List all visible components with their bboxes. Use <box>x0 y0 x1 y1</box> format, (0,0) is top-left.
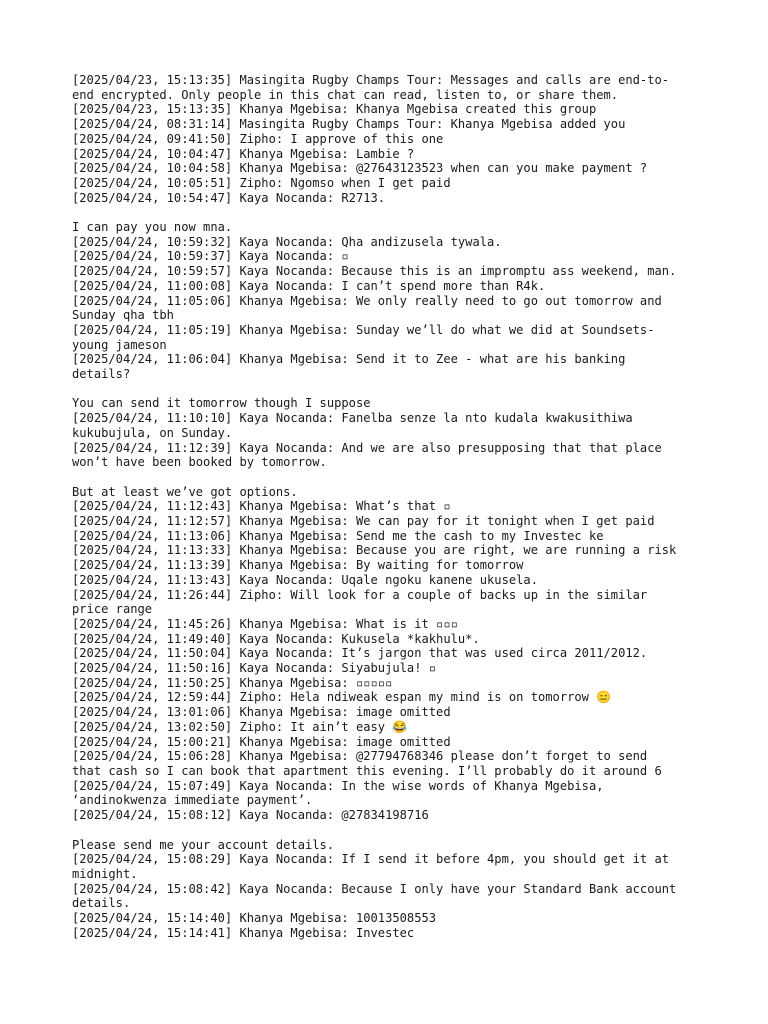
chat-log-line: [2025/04/24, 11:12:39] Kaya Nocanda: And we are also presupposing that that place won’t have been booked by tomorrow. <box>72 440 662 470</box>
chat-log-line: [2025/04/24, 08:31:14] Masingita Rugby Champs Tour: Khanya Mgebisa added you <box>72 117 626 132</box>
chat-log-line: [2025/04/24, 11:50:16] Kaya Nocanda: Siyabujula! ▫ <box>72 661 437 676</box>
chat-log-line: But at least we’ve got options. <box>72 484 298 499</box>
chat-log-line: [2025/04/24, 11:06:04] Khanya Mgebisa: Send it to Zee - what are his banking details? <box>72 352 626 382</box>
chat-log-line: [2025/04/24, 15:08:29] Kaya Nocanda: If I send it before 4pm, you should get it at midnight. <box>72 852 670 881</box>
chat-log-line: [2025/04/23, 15:13:35] Masingita Rugby Champs Tour: Messages and calls are end-to- end encrypted. Only people in this chat can read, listen to, or share them. <box>72 73 670 102</box>
chat-log-line: [2025/04/24, 10:59:37] Kaya Nocanda: ▫ <box>72 249 349 264</box>
chat-log-line: [2025/04/24, 15:00:21] Khanya Mgebisa: image omitted <box>72 734 451 749</box>
chat-log-line: [2025/04/24, 13:02:50] Zipho: It ain’t easy 😂 <box>72 719 408 734</box>
chat-log-line: [2025/04/24, 15:07:49] Kaya Nocanda: In the wise words of Khanya Mgebisa, ‘andinokwenza immediate payment’. <box>72 778 604 808</box>
chat-log-line: [2025/04/24, 10:59:32] Kaya Nocanda: Qha andizusela tywala. <box>72 234 502 249</box>
chat-log-line: Please send me your account details. <box>72 837 335 852</box>
chat-log-line <box>72 823 732 838</box>
chat-log-line: [2025/04/24, 11:13:39] Khanya Mgebisa: By waiting for tomorrow <box>72 558 524 573</box>
chat-export-log <box>72 73 732 940</box>
chat-log-line: [2025/04/24, 11:50:25] Khanya Mgebisa: ▫▫▫▫▫ <box>72 675 393 690</box>
chat-log-line: [2025/04/24, 15:14:40] Khanya Mgebisa: 10013508553 <box>72 911 437 926</box>
chat-log-line: [2025/04/24, 10:04:47] Khanya Mgebisa: Lambie ? <box>72 146 415 161</box>
chat-log-line: [2025/04/24, 09:41:50] Zipho: I approve of this one <box>72 131 444 146</box>
chat-log-line: [2025/04/24, 10:54:47] Kaya Nocanda: R2713. <box>72 190 386 205</box>
chat-log-line: [2025/04/24, 11:12:43] Khanya Mgebisa: What’s that ▫ <box>72 499 451 514</box>
chat-log-line <box>72 205 732 220</box>
chat-log-line: [2025/04/24, 13:01:06] Khanya Mgebisa: image omitted <box>72 705 451 720</box>
chat-log-line: I can pay you now mna. <box>72 220 233 235</box>
chat-log-line: [2025/04/23, 15:13:35] Khanya Mgebisa: Khanya Mgebisa created this group <box>72 102 597 117</box>
chat-log-line: [2025/04/24, 11:45:26] Khanya Mgebisa: What is it ▫▫▫ <box>72 616 458 631</box>
chat-log-line: [2025/04/24, 11:05:06] Khanya Mgebisa: We only really need to go out tomorrow and Sunday qha tbh <box>72 293 662 323</box>
chat-log-line <box>72 382 732 397</box>
chat-log-line: [2025/04/24, 11:13:06] Khanya Mgebisa: Send me the cash to my Investec ke <box>72 528 604 543</box>
chat-log-line: [2025/04/24, 11:26:44] Zipho: Will look for a couple of backs up in the similar price range <box>72 587 648 617</box>
chat-log-line: [2025/04/24, 11:10:10] Kaya Nocanda: Fanelba senze la nto kudala kwakusithiwa kukubujula, on Sunday. <box>72 411 633 440</box>
chat-log-line: [2025/04/24, 11:05:19] Khanya Mgebisa: Sunday we’ll do what we did at Soundsets- young jameson <box>72 322 655 352</box>
chat-log-line: You can send it tomorrow though I suppose <box>72 396 371 411</box>
chat-log-line: [2025/04/24, 11:49:40] Kaya Nocanda: Kukusela *kakhulu*. <box>72 631 480 646</box>
chat-log-line: [2025/04/24, 10:04:58] Khanya Mgebisa: @27643123523 when can you make payment ? <box>72 161 648 176</box>
chat-log-line: [2025/04/24, 15:14:41] Khanya Mgebisa: Investec <box>72 925 415 940</box>
chat-log-line: [2025/04/24, 15:08:42] Kaya Nocanda: Because I only have your Standard Bank account details. <box>72 881 677 911</box>
chat-log-line: [2025/04/24, 10:05:51] Zipho: Ngomso when I get paid <box>72 175 451 190</box>
chat-log-line: [2025/04/24, 10:59:57] Kaya Nocanda: Because this is an impromptu ass weekend, man. <box>72 264 677 279</box>
chat-log-line <box>72 470 732 485</box>
chat-log-line: [2025/04/24, 15:06:28] Khanya Mgebisa: @27794768346 please don’t forget to send that cash so I can book that apartment this evening. I’ll probably do it around 6 <box>72 749 662 778</box>
chat-log-line: [2025/04/24, 11:50:04] Kaya Nocanda: It’s jargon that was used circa 2011/2012. <box>72 646 648 661</box>
chat-log-line: [2025/04/24, 11:13:43] Kaya Nocanda: Uqale ngoku kanene ukusela. <box>72 572 538 587</box>
chat-log-line: [2025/04/24, 15:08:12] Kaya Nocanda: @27834198716 <box>72 808 429 823</box>
chat-log-line: [2025/04/24, 11:13:33] Khanya Mgebisa: Because you are right, we are running a risk <box>72 543 677 558</box>
chat-log-line: [2025/04/24, 11:12:57] Khanya Mgebisa: We can pay for it tonight when I get paid <box>72 514 655 529</box>
chat-log-line: [2025/04/24, 12:59:44] Zipho: Hela ndiweak espan my mind is on tomorrow 😑 <box>72 690 612 705</box>
chat-log-line: [2025/04/24, 11:00:08] Kaya Nocanda: I can’t spend more than R4k. <box>72 278 546 293</box>
